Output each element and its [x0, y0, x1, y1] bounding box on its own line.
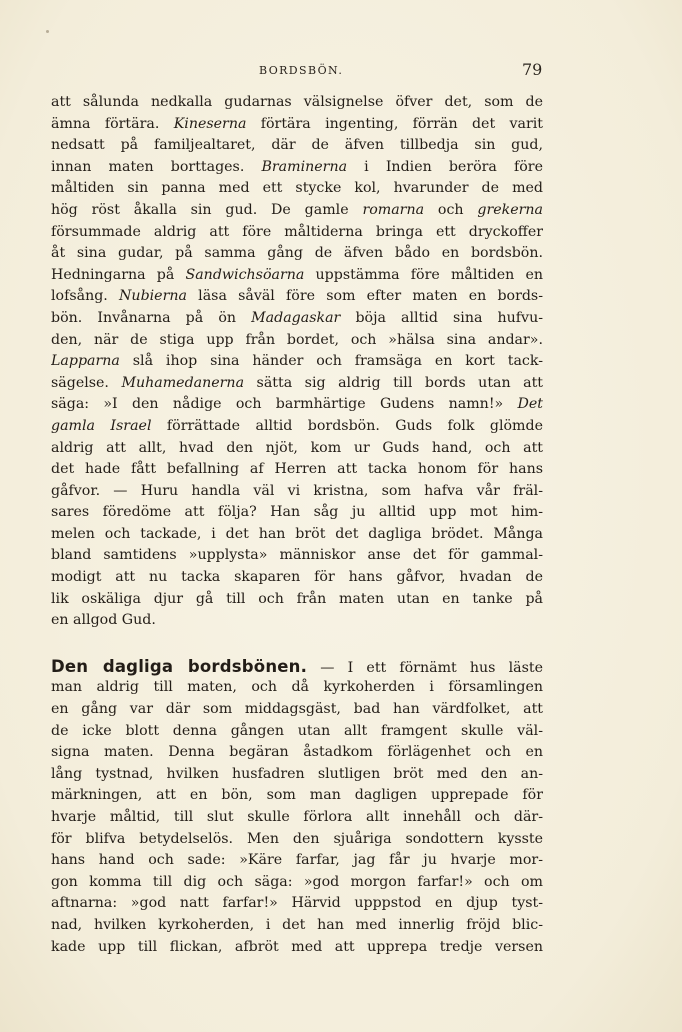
text-line: hög röst åkalla sin gud. De gamle romarna och grekerna [51, 201, 543, 218]
text-line: man aldrig till maten, och då kyrkoherden i församlingen [51, 679, 543, 696]
text-line: gåfvor. — Huru handla väl vi kristna, som hafva vår fräl- [51, 482, 543, 499]
text-line: bön. Invånarna på ön Madagaskar böja alltid sina hufvu- [51, 309, 543, 326]
text-line: en allgod Gud. [51, 612, 156, 629]
text-line: för blifva betydelselös. Men den sjuåriga sondottern kysste [51, 830, 543, 847]
text-line: lik oskäliga djur gå till och från maten utan en tanke på [51, 590, 543, 607]
text-line: gamla Israel förrättade alltid bordsbön. Guds folk glömde [51, 417, 543, 434]
running-head: BORDSBÖN. [259, 64, 344, 77]
text-line: lofsång. Nubierna läsa såväl före som efter maten en bords- [51, 288, 543, 305]
text-line: ämna förtära. Kineserna förtära ingenting, förrän det varit [51, 115, 543, 132]
text-line: aftnarna: »god natt farfar!» Härvid upppstod en djup tyst- [51, 895, 543, 912]
paper-speck [46, 30, 49, 33]
paragraph-1 [51, 92, 543, 632]
text-line: kade upp till flickan, afbröt med att upprepa tredje versen [51, 938, 543, 955]
text-line: sares föredöme att följa? Han såg ju alltid upp mot him- [51, 504, 543, 521]
text-line: innan maten borttages. Braminerna i Indien beröra före [51, 158, 543, 175]
text-line: aldrig att allt, hvad den njöt, kom ur Guds hand, och att [51, 439, 543, 456]
text-line: en gång var där som middagsgäst, bad han värdfolket, att [51, 701, 543, 718]
page-number: 79 [522, 60, 543, 79]
text-line: bland samtidens »upplysta» människor anse det för gammal- [51, 547, 543, 564]
text-line: gon komma till dig och säga: »god morgon farfar!» och om [51, 873, 543, 890]
text-line: Lapparna slå ihop sina händer och framsäga en kort tack- [51, 353, 543, 370]
text-line: de icke blott denna gången utan allt framgent skulle väl- [51, 722, 543, 739]
text-line: sägelse. Muhamedanerna sätta sig aldrig till bords utan att [51, 374, 543, 391]
text-line: märkningen, att en bön, som man dagligen upprepade för [51, 787, 543, 804]
text-line: den, när de stiga upp från bordet, och »hälsa sina andar». [51, 331, 543, 348]
text-line: det hade fått befallning af Herren att tacka honom för hans [51, 461, 543, 478]
text-line: försummade aldrig att före måltiderna bringa ett dryckoffer [51, 223, 543, 240]
text-line: signa maten. Denna begäran åstadkom förlägenhet och en [51, 744, 543, 761]
text-line: nedsatt på familjealtaret, där de äfven tillbedja sin gud, [51, 137, 543, 154]
text-line: Den dagliga bordsbönen. — I ett förnämt hus läste [51, 656, 543, 676]
body-text [51, 92, 543, 958]
text-line: hans hand och sade: »Käre farfar, jag får ju hvarje mor- [51, 852, 543, 869]
text-line: melen och tackade, i det han bröt det dagliga brödet. Många [51, 525, 543, 542]
text-line: hvarje måltid, till slut skulle förlora allt innehåll och där- [51, 809, 543, 825]
text-line: åt sina gudar, på samma gång de äfven bådo en bordsbön. [51, 245, 543, 262]
text-line: måltiden sin panna med ett stycke kol, hvarunder de med [51, 180, 543, 197]
paragraph-gap [51, 632, 543, 656]
text-line: säga: »I den nådige och barmhärtige Gudens namn!» Det [51, 396, 543, 413]
text-line: lång tystnad, hvilken husfadren slutligen bröt med den an- [51, 765, 543, 782]
text-line: Hedningarna på Sandwichsöarna uppstämma före måltiden en [51, 266, 543, 283]
text-line: nad, hvilken kyrkoherden, i det han med innerlig fröjd blic- [51, 916, 543, 933]
text-line: att sålunda nedkalla gudarnas välsignelse öfver det, som de [51, 94, 543, 110]
paragraph-2 [51, 656, 543, 958]
section-heading: Den dagliga bordsbönen. [51, 656, 308, 676]
text-line: modigt att nu tacka skaparen för hans gåfvor, hvadan de [51, 569, 543, 586]
